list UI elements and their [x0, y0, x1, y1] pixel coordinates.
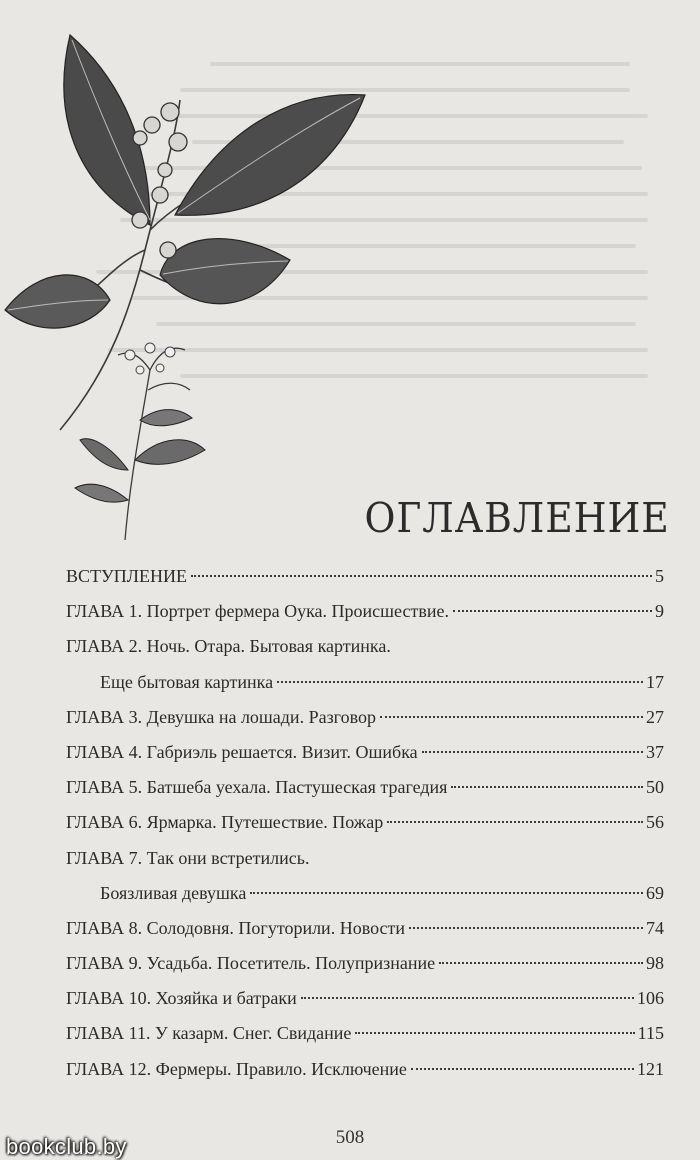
toc-entry-label: ГЛАВА 11. У казарм. Снег. Свидание	[66, 1023, 352, 1044]
leaf-top-right	[175, 95, 365, 216]
toc-entry-page: 56	[646, 812, 664, 833]
leader-dots	[422, 751, 643, 753]
leader-dots	[453, 610, 652, 612]
toc-entry-label: ГЛАВА 8. Солодовня. Погуторили. Новости	[66, 917, 406, 938]
toc-entry-page: 121	[637, 1058, 664, 1079]
toc-entry-label: ГЛАВА 1. Портрет фермера Оука. Происшествие.	[66, 601, 449, 622]
toc-entry-label: Боязливая девушка	[100, 882, 247, 903]
table-of-contents	[66, 566, 664, 1094]
toc-entry[interactable]	[66, 883, 664, 918]
site-watermark: bookclub.by	[6, 1134, 127, 1159]
toc-entry-page: 115	[637, 1023, 664, 1044]
toc-entry-label: ГЛАВА 12. Фермеры. Правило. Исключение	[66, 1058, 407, 1079]
leader-dots	[411, 1068, 634, 1070]
toc-entry[interactable]	[66, 566, 664, 601]
toc-title: ОГЛАВЛЕНИЕ	[364, 494, 670, 542]
toc-entry-label: ГЛАВА 2. Ночь. Отара. Бытовая картинка.	[66, 636, 391, 657]
toc-entry[interactable]	[66, 848, 664, 883]
leader-dots	[250, 892, 643, 894]
toc-entry-page: 50	[646, 777, 664, 798]
toc-entry[interactable]	[66, 1059, 664, 1094]
leader-dots	[387, 821, 643, 823]
botanical-illustration	[0, 10, 380, 540]
toc-entry[interactable]	[66, 988, 664, 1023]
toc-entry[interactable]	[66, 636, 664, 671]
toc-entry-label: ГЛАВА 4. Габриэль решается. Визит. Ошибка	[66, 741, 418, 762]
toc-entry-page: 5	[655, 566, 664, 586]
leader-dots	[451, 786, 643, 788]
leader-dots	[409, 927, 643, 929]
toc-entry-page: 106	[637, 988, 664, 1009]
leader-dots	[191, 575, 652, 577]
toc-entry[interactable]	[66, 672, 664, 707]
leaf-top-left	[64, 35, 150, 225]
toc-entry[interactable]	[66, 742, 664, 777]
leader-dots	[439, 962, 643, 964]
toc-entry-page: 69	[646, 882, 664, 903]
leader-dots	[380, 716, 643, 718]
toc-entry-page: 74	[646, 917, 664, 938]
leaf-left	[5, 275, 110, 328]
toc-entry[interactable]	[66, 601, 664, 636]
leader-dots	[355, 1032, 634, 1034]
toc-entry-page: 37	[646, 741, 664, 762]
toc-entry-label: ГЛАВА 5. Батшеба уехала. Пастушеская трагедия	[66, 777, 448, 798]
toc-entry-label: ГЛАВА 10. Хозяйка и батраки	[66, 988, 297, 1009]
toc-entry[interactable]	[66, 777, 664, 812]
toc-entry-label: ГЛАВА 6. Ярмарка. Путешествие. Пожар	[66, 812, 384, 833]
toc-entry[interactable]	[66, 918, 664, 953]
toc-entry-label: ГЛАВА 3. Девушка на лошади. Разговор	[66, 706, 376, 727]
toc-entry-page: 98	[646, 953, 664, 974]
toc-entry[interactable]	[66, 812, 664, 847]
toc-entry-label: Еще бытовая картинка	[100, 671, 274, 692]
leader-dots	[301, 997, 634, 999]
toc-entry[interactable]	[66, 953, 664, 988]
page-number: 508	[335, 1127, 365, 1148]
toc-entry-label: ГЛАВА 7. Так они встретились.	[66, 847, 310, 868]
leader-dots	[277, 681, 643, 683]
toc-entry-label: ГЛАВА 9. Усадьба. Посетитель. Полупризнание	[66, 953, 436, 974]
toc-entry-page: 27	[646, 706, 664, 727]
toc-entry[interactable]	[66, 707, 664, 742]
toc-entry-page: 17	[646, 671, 664, 692]
toc-entry-page: 9	[655, 601, 664, 622]
toc-entry-label: ВСТУПЛЕНИЕ	[66, 566, 187, 586]
toc-entry[interactable]	[66, 1023, 664, 1058]
